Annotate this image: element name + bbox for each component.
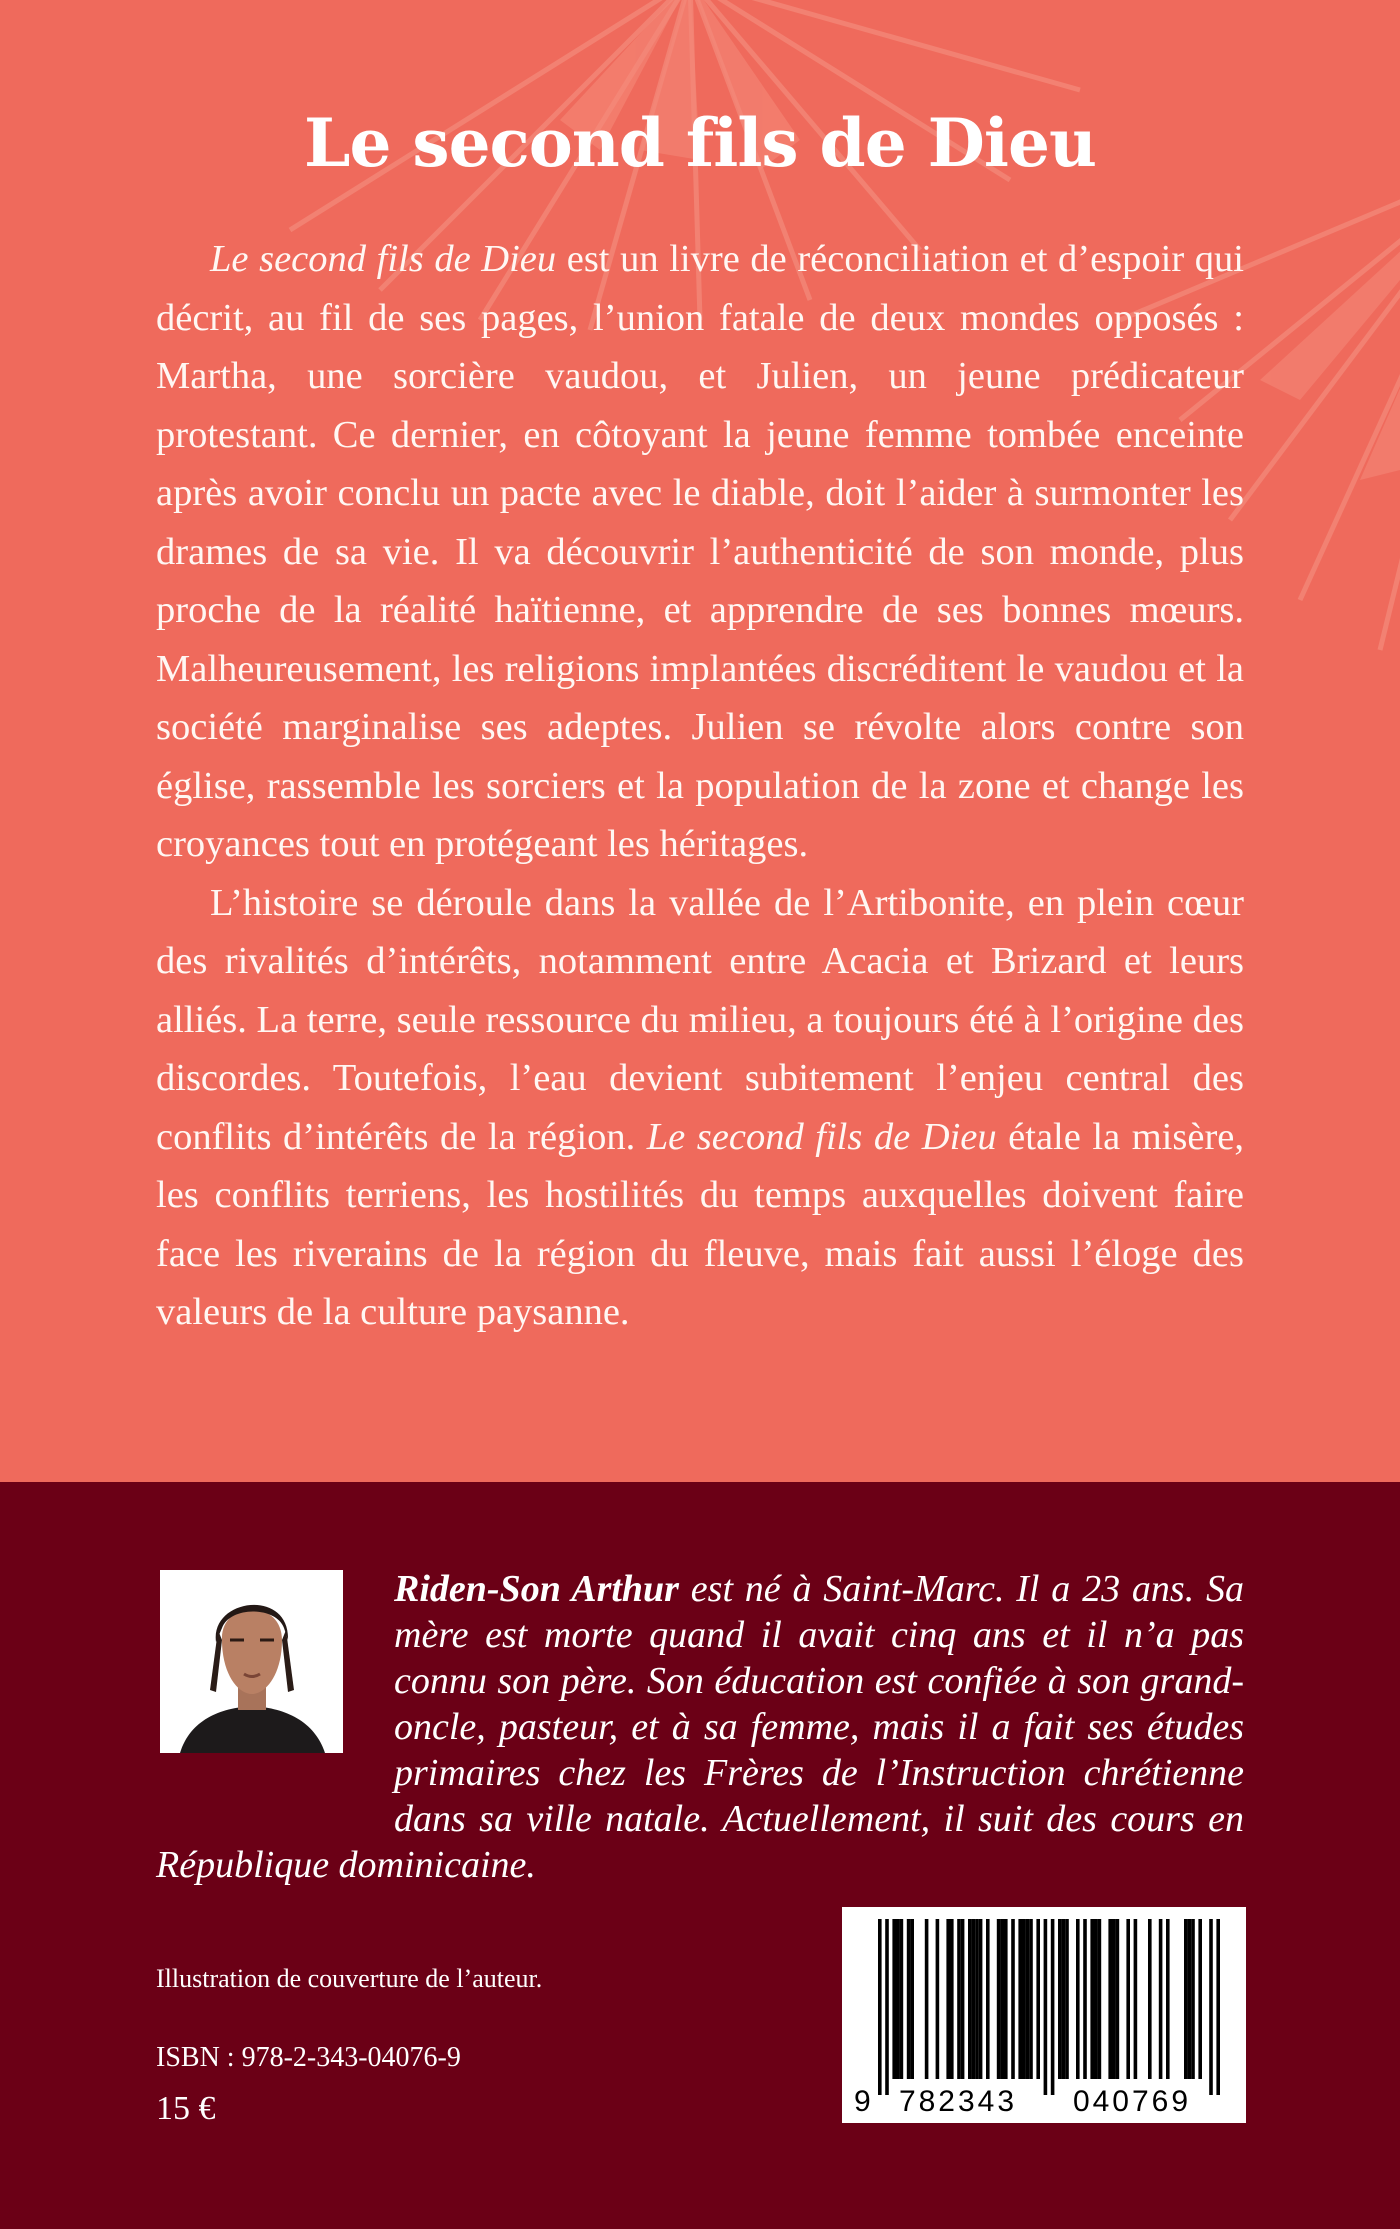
barcode-bar <box>1058 1919 1062 2079</box>
author-panel <box>0 1482 1400 2229</box>
barcode-bar <box>1065 1919 1069 2079</box>
barcode-bar <box>1126 1919 1130 2079</box>
barcode-right-digits: 040769 <box>1072 2085 1192 2118</box>
barcode-bar <box>1062 1919 1066 2079</box>
barcode-bars <box>878 1919 1220 2095</box>
barcode-bar <box>1011 1919 1015 2079</box>
barcode <box>842 1907 1246 2123</box>
barcode-bar <box>1166 1919 1170 2079</box>
book-title-inline: Le second fils de Dieu <box>210 238 557 280</box>
barcode-bar <box>1022 1919 1026 2079</box>
barcode-bar <box>1094 1919 1098 2079</box>
barcode-bar <box>1083 1919 1087 2079</box>
barcode-bar <box>896 1919 900 2079</box>
synopsis-paragraph-2 <box>156 874 1244 1342</box>
barcode-bar <box>1026 1919 1030 2079</box>
isbn-number: ISBN : 978-2-343-04076-9 <box>156 2042 461 2073</box>
barcode-bar <box>878 1919 882 2095</box>
barcode-left-digits: 782343 <box>898 2085 1018 2118</box>
barcode-bar <box>1134 1919 1138 2079</box>
barcode-bar <box>950 1919 954 2079</box>
photo-text-wrap-space <box>156 1566 394 1798</box>
synopsis-paragraph-2-start: L’histoire se déroule dans la vallée de l’Artibonite, en plein cœur des rivalités d’intérêts, notamment entre Acacia et Brizard et leurs alliés. La terre, seule ressource du milieu, a toujours été à l’origine des discordes. Toutefois, l’eau devient subitement l’enjeu central des conflits d’intérêts de la région. <box>156 881 1244 1158</box>
book-price: 15 € <box>156 2090 216 2127</box>
barcode-bar <box>910 1919 914 2079</box>
barcode-bar <box>907 1919 911 2079</box>
barcode-bar <box>1004 1919 1008 2079</box>
synopsis-paragraph-1 <box>156 230 1244 874</box>
barcode-bar <box>892 1919 896 2079</box>
barcode-bar <box>1184 1919 1188 2079</box>
barcode-bar <box>1198 1919 1202 2079</box>
barcode-bar <box>957 1919 961 2079</box>
barcode-bar <box>1090 1919 1094 2079</box>
barcode-bar <box>1098 1919 1102 2079</box>
barcode-bar <box>900 1919 904 2079</box>
barcode-bar <box>997 1919 1001 2079</box>
barcode-bar <box>1191 1919 1195 2079</box>
barcode-bar <box>975 1919 979 2079</box>
barcode-bar <box>1029 1919 1033 2079</box>
barcode-bar <box>961 1919 965 2079</box>
barcode-bar <box>1108 1919 1112 2079</box>
barcode-bar <box>925 1919 929 2079</box>
barcode-bar <box>1112 1919 1116 2079</box>
barcode-first-digit: 9 <box>854 2085 871 2118</box>
barcode-bar <box>979 1919 983 2079</box>
author-name: Riden-Son Arthur <box>394 1568 679 1610</box>
barcode-bar <box>1209 1919 1213 2095</box>
barcode-bar <box>1044 1919 1048 2095</box>
author-bio-text: est né à Saint-Marc. Il a 23 ans. Sa mère est morte quand il avait cinq ans et il n’a pas connu son père. Son éducation est confiée à son grand-oncle, pasteur, et à sa femme, mais il a fait ses études primaires chez les Frères de l’Instruction chrétienne dans sa ville natale. Actuellement, il suit des cours en République dominicaine. <box>156 1568 1245 1886</box>
synopsis-paragraph-1-text: est un livre de réconciliation et d’espoir qui décrit, au fil de ses pages, l’union fatale de deux mondes opposés : Martha, une sorcière vaudou, et Julien, un jeune prédicateur protestant. Ce dernier, en côtoyant la jeune femme tombée enceinte après avoir conclu un pacte avec le diable, doit l’aider à surmonter les drames de sa vie. Il va découvrir l’authenticité de son monde, plus proche de la réalité haïtienne, et apprendre de ses bonnes mœurs. Malheureusement, les religions implantées discréditent le vaudou et la société marginalise ses adeptes. Julien se révolte alors contre son église, rassemble les sorciers et la population de la zone et change les croyances tout en protégeant les héritages. <box>156 238 1244 865</box>
barcode-bar <box>1036 1919 1040 2079</box>
barcode-bar <box>1216 1919 1220 2095</box>
barcode-bar <box>1076 1919 1080 2079</box>
synopsis-paragraph-2-end: étale la misère, les conflits terriens, les hostilités du temps auxquelles doivent faire face les riverains de la région du fleuve, mais fait aussi l’éloge des valeurs de la culture paysanne. <box>156 1115 1244 1333</box>
cover-illustration-credit: Illustration de couverture de l’auteur. <box>156 1964 543 1993</box>
book-title-inline: Le second fils de Dieu <box>646 1115 997 1158</box>
barcode-bar <box>1188 1919 1192 2079</box>
barcode-bar <box>885 1919 889 2095</box>
barcode-bar <box>1116 1919 1120 2079</box>
barcode-bar <box>1018 1919 1022 2079</box>
author-bio <box>156 1566 1244 1888</box>
barcode-bar <box>1148 1919 1152 2079</box>
barcode-bar <box>936 1919 940 2079</box>
barcode-bar <box>1051 1919 1055 2095</box>
barcode-bar <box>1159 1919 1163 2079</box>
barcode-bar <box>986 1919 990 2079</box>
synopsis-text <box>156 230 1244 1342</box>
book-title: Le second fils de Dieu <box>304 104 1096 182</box>
barcode-bar <box>1000 1919 1004 2079</box>
ean13-barcode-graphic <box>842 1907 1246 2123</box>
barcode-bar <box>946 1919 950 2079</box>
barcode-bar <box>972 1919 976 2079</box>
barcode-bar <box>968 1919 972 2079</box>
